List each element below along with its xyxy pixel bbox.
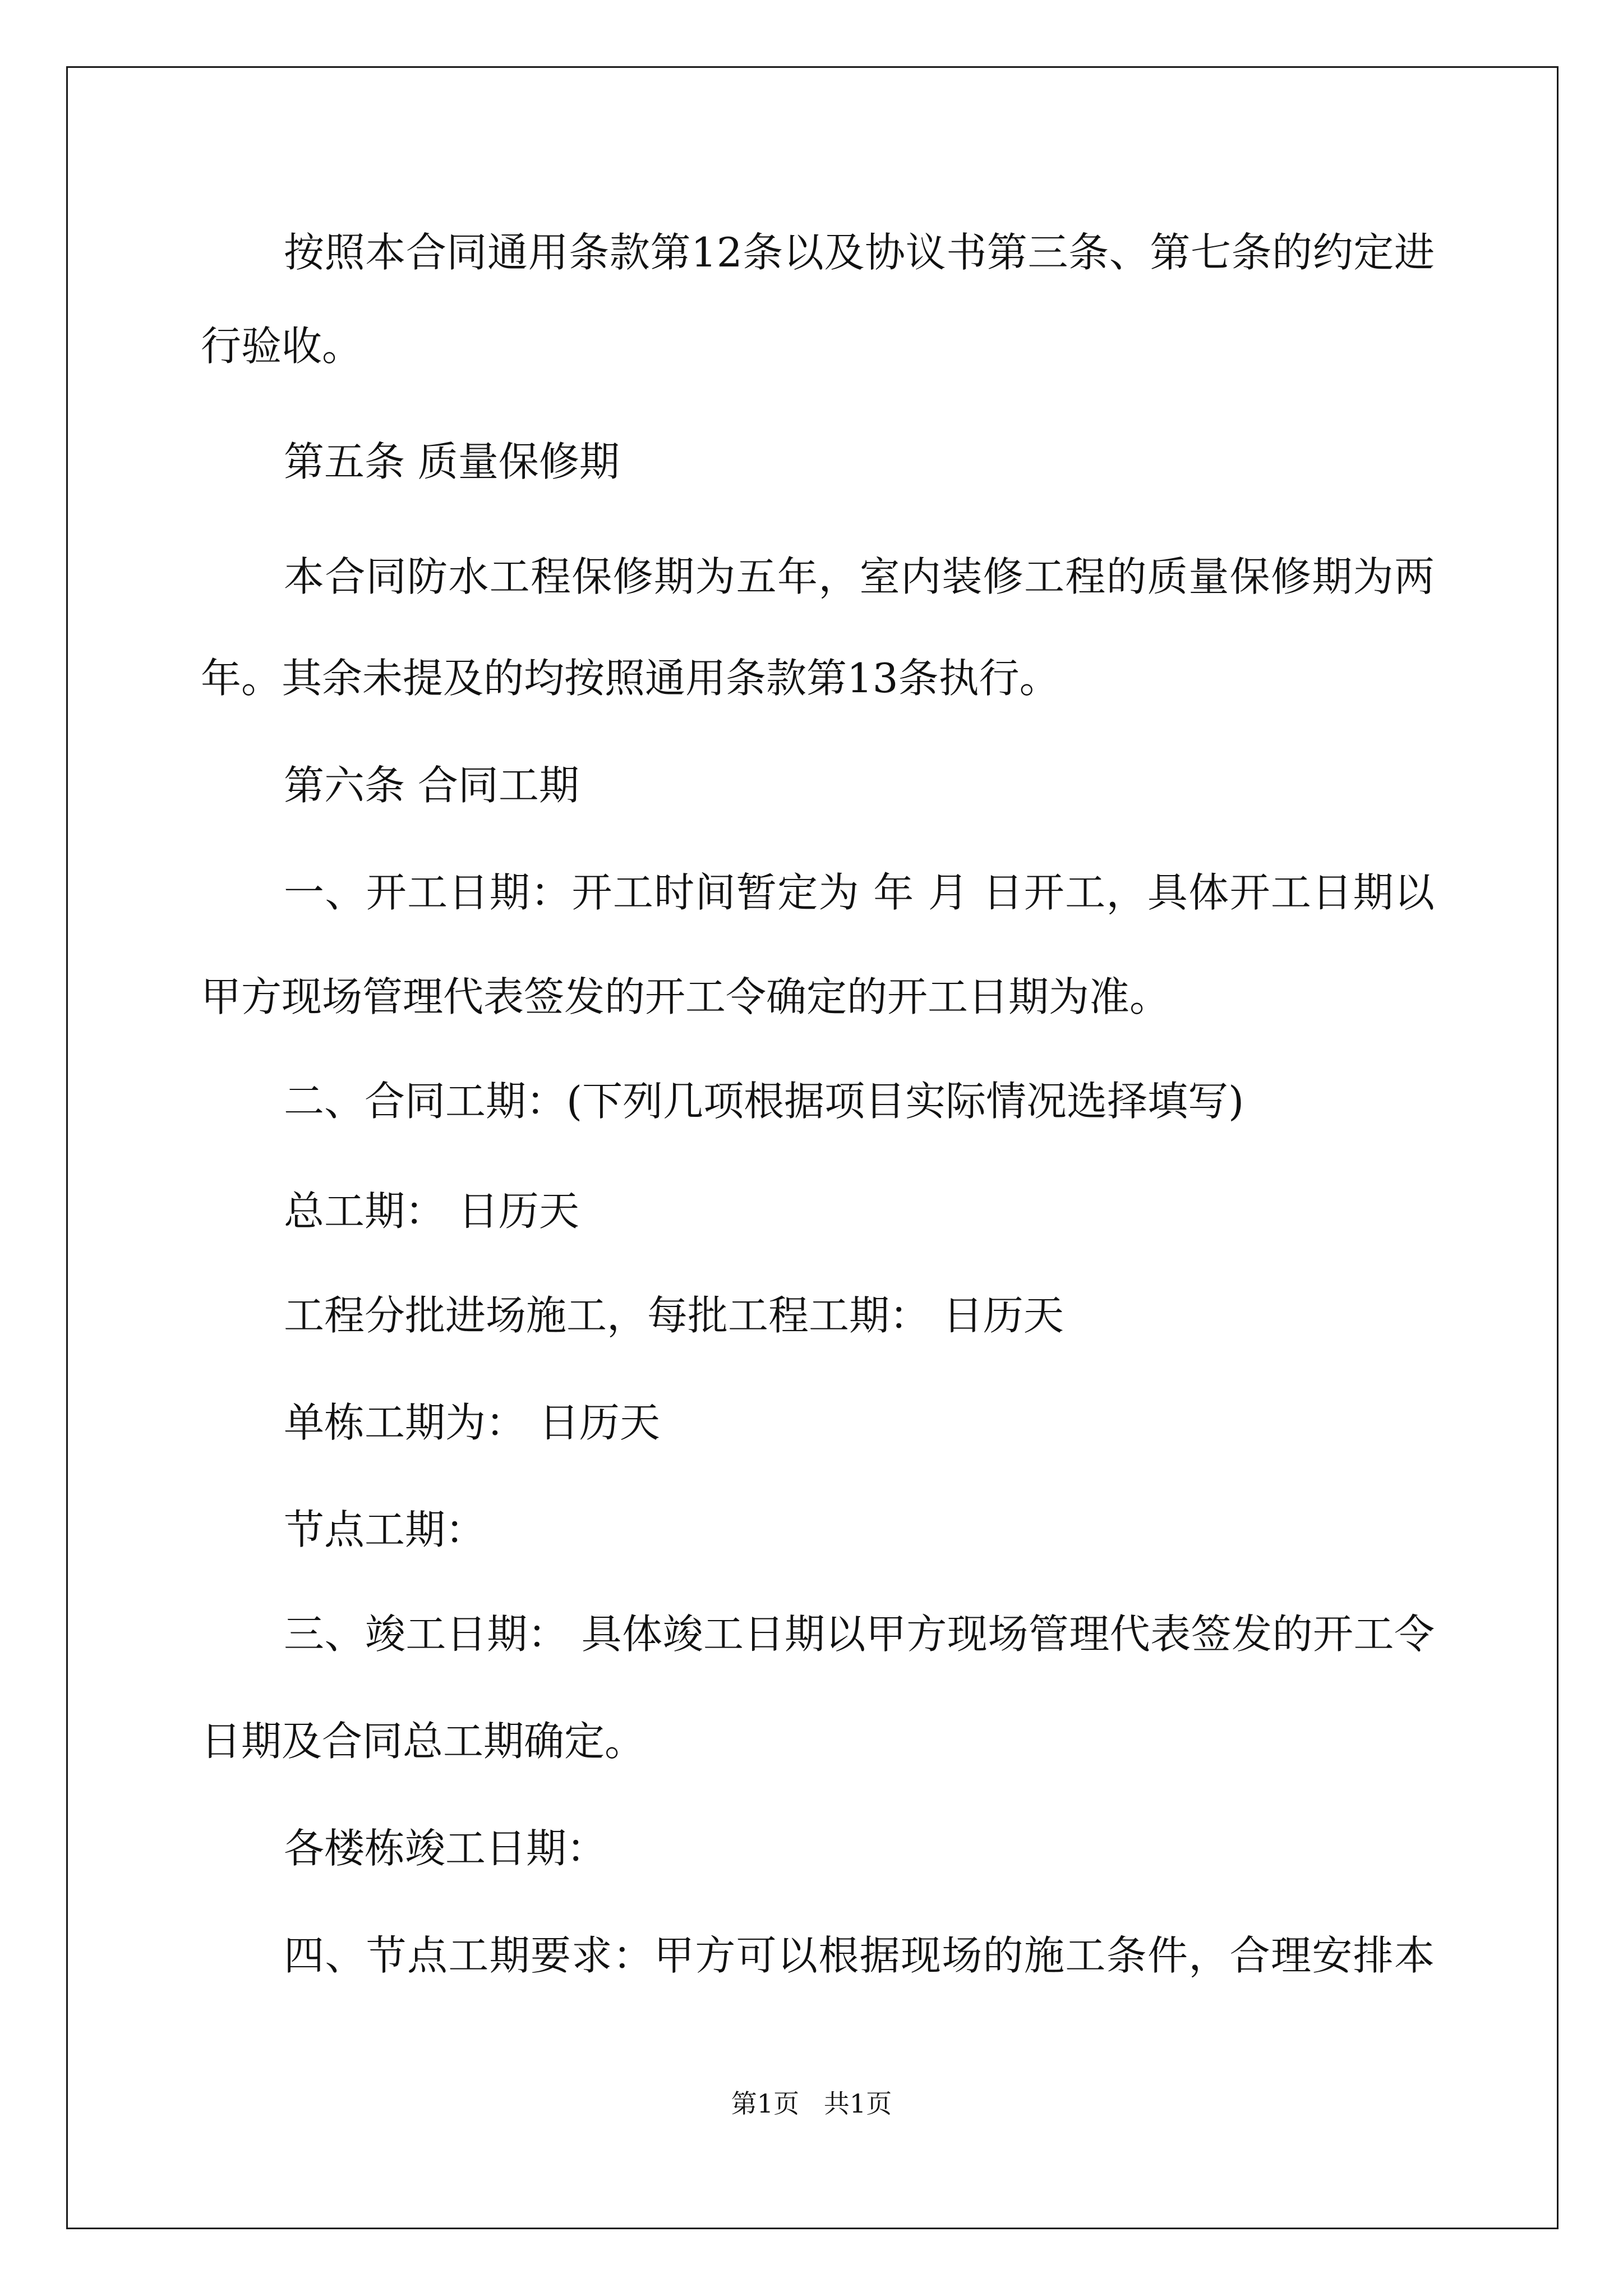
page-border [66,66,1559,2229]
paragraph-line: 工程分批进场施工，每批工程工期： 日历天 [284,1292,1064,1339]
paragraph-line: 单栋工期为： 日历天 [284,1399,660,1446]
paragraph-line: 本合同防水工程保修期为五年，室内装修工程的质量保修期为两 [284,553,1435,600]
paragraph-line: 行验收。 [201,323,363,370]
paragraph-line: 节点工期： [284,1506,486,1553]
paragraph-line: 日期及合同总工期确定。 [201,1718,645,1765]
paragraph-line: 年。其余未提及的均按照通用条款第13条执行。 [201,655,1060,702]
article-heading: 第五条 质量保修期 [284,438,620,485]
paragraph-line: 三、竣工日期： 具体竣工日期以甲方现场管理代表签发的开工令 [284,1611,1435,1658]
article-heading: 第六条 合同工期 [284,762,579,809]
paragraph-line: 四、节点工期要求：甲方可以根据现场的施工条件，合理安排本 [284,1932,1435,1979]
paragraph-line: 总工期： 日历天 [284,1188,579,1235]
paragraph-line: 各楼栋竣工日期： [284,1825,607,1872]
paragraph-line: 甲方现场管理代表签发的开工令确定的开工日期为准。 [201,973,1170,1020]
paragraph-line: 一、开工日期：开工时间暂定为 年 月 日开工，具体开工日期以 [284,869,1435,916]
page-number-footer: 第1页 共1页 [731,2088,892,2119]
paragraph-line: 二、合同工期：(下列几项根据项目实际情况选择填写) [284,1078,1244,1125]
paragraph-line: 按照本合同通用条款第12条以及协议书第三条、第七条的约定进 [284,229,1435,276]
